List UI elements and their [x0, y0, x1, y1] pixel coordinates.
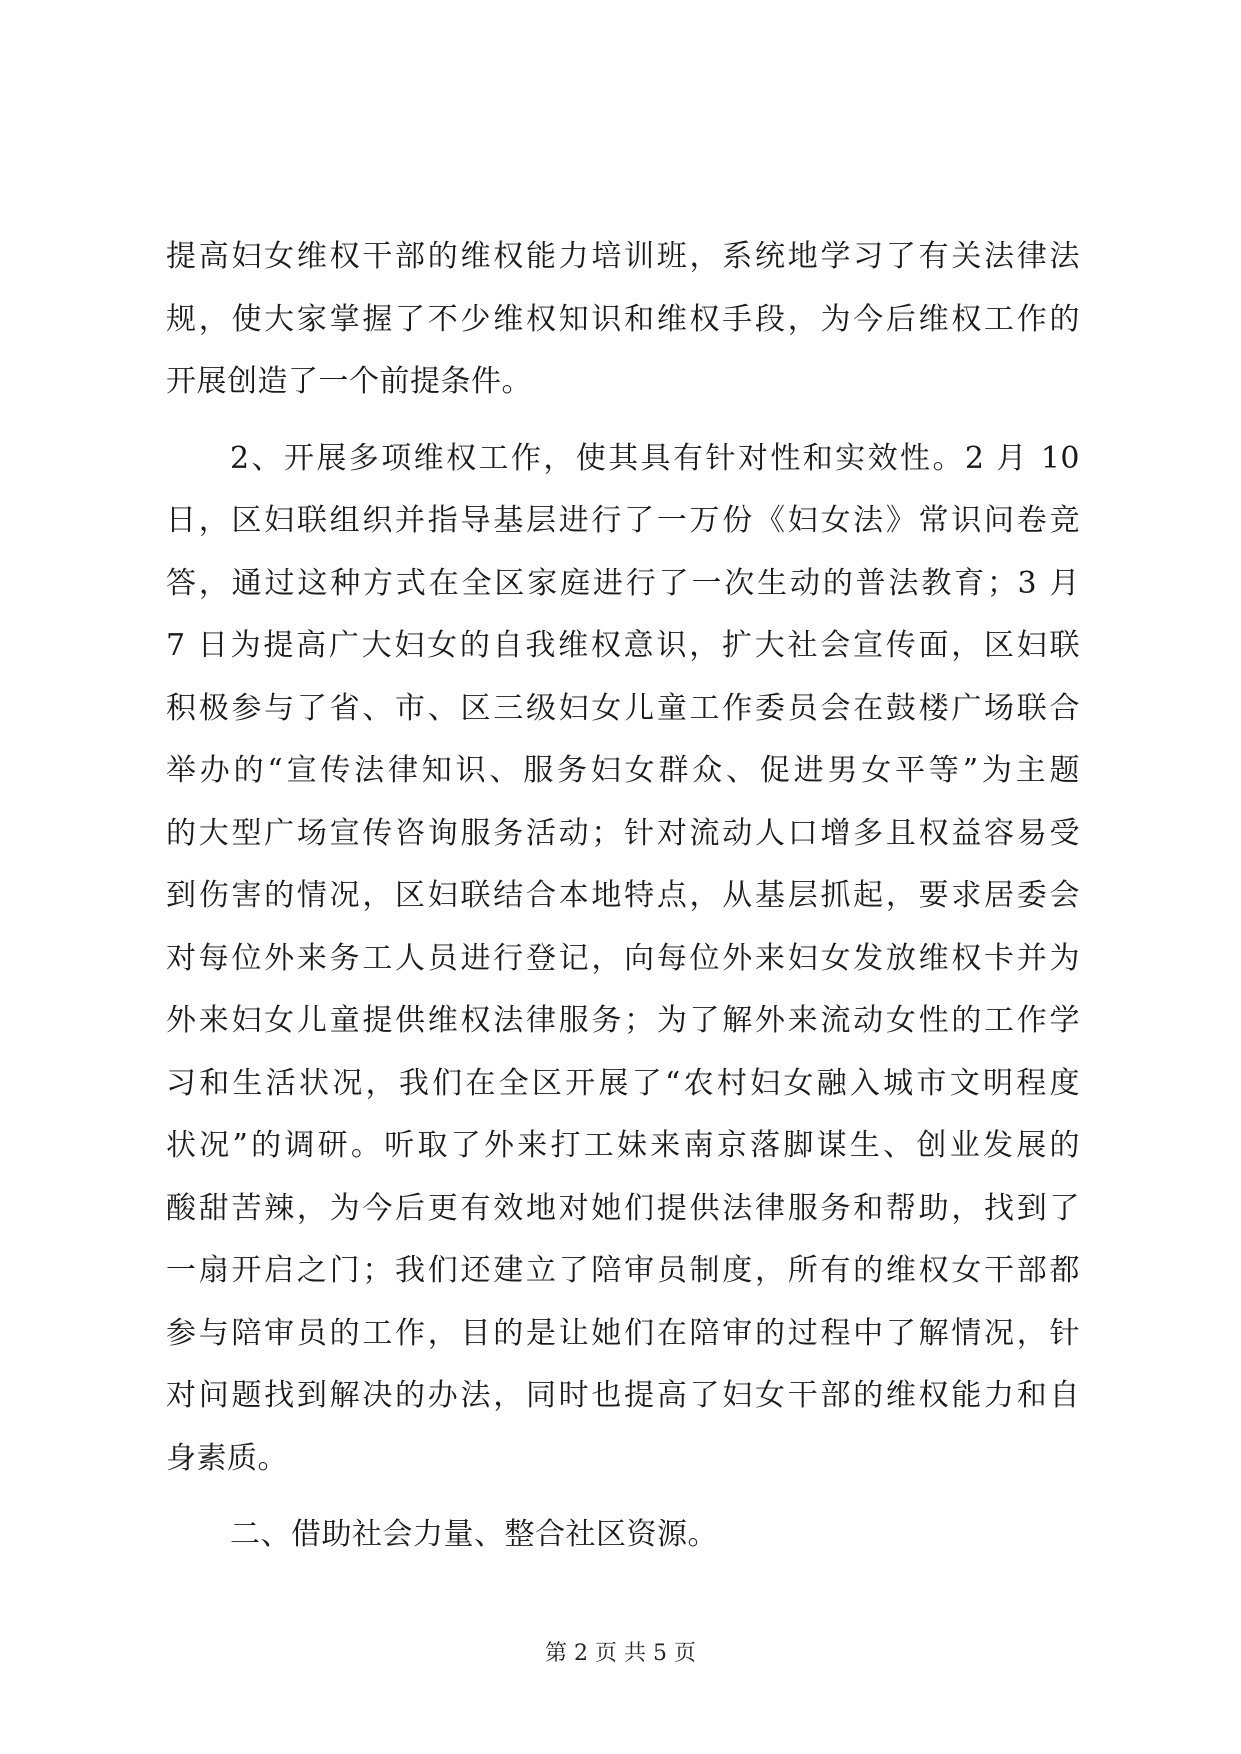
text-line: 日，区妇联组织并指导基层进行了一万份《妇女法》常识问卷竞 [166, 503, 1080, 538]
text-line: 对每位外来务工人员进行登记，向每位外来妇女发放维权卡并为 [166, 940, 1080, 976]
text-line: 外来妇女儿童提供维权法律服务；为了解外来流动女性的工作学 [166, 1003, 1080, 1038]
text-line: 积极参与了省、市、区三级妇女儿童工作委员会在鼓楼广场联合 [166, 690, 1080, 726]
text-line: 酸甜苦辣，为今后更有效地对她们提供法律服务和帮助，找到了 [166, 1190, 1080, 1226]
text-line: 二、借助社会力量、整合社区资源。 [230, 1517, 718, 1552]
page-number-footer: 第 2 页 共 5 页 [545, 1641, 696, 1666]
paragraph [166, 226, 1080, 414]
text-line: 2、开展多项维权工作，使其具有针对性和实效性。2 月 10 [230, 440, 1080, 476]
text-line: 提高妇女维权干部的维权能力培训班，系统地学习了有关法律法 [166, 239, 1080, 274]
text-line: 举办的“宣传法律知识、服务妇女群众、促进男女平等”为主题 [166, 753, 1080, 788]
text-line: 状况”的调研。听取了外来打工妹来南京落脚谋生、创业发展的 [166, 1128, 1080, 1163]
text-line: 参与陪审员的工作，目的是让她们在陪审的过程中了解情况，针 [166, 1315, 1080, 1351]
text-line: 身素质。 [166, 1440, 288, 1476]
document-body [166, 226, 1080, 1567]
text-line: 对问题找到解决的办法，同时也提高了妇女干部的维权能力和自 [166, 1378, 1080, 1413]
text-line: 规，使大家掌握了不少维权知识和维权手段，为今后维权工作的 [166, 301, 1080, 337]
text-line: 的大型广场宣传咨询服务活动；针对流动人口增多且权益容易受 [166, 815, 1080, 851]
text-line: 习和生活状况，我们在全区开展了“农村妇女融入城市文明程度 [166, 1065, 1080, 1101]
paragraph [166, 428, 1080, 1491]
section-heading [166, 1504, 1080, 1567]
text-line: 答，通过这种方式在全区家庭进行了一次生动的普法教育；3 月 [166, 565, 1080, 601]
text-line: 到伤害的情况，区妇联结合本地特点，从基层抓起，要求居委会 [166, 878, 1080, 913]
text-line: 一扇开启之门；我们还建立了陪审员制度，所有的维权女干部都 [166, 1253, 1080, 1288]
text-line: 7 日为提高广大妇女的自我维权意识，扩大社会宣传面，区妇联 [166, 628, 1080, 663]
text-line: 开展创造了一个前提条件。 [166, 364, 532, 399]
